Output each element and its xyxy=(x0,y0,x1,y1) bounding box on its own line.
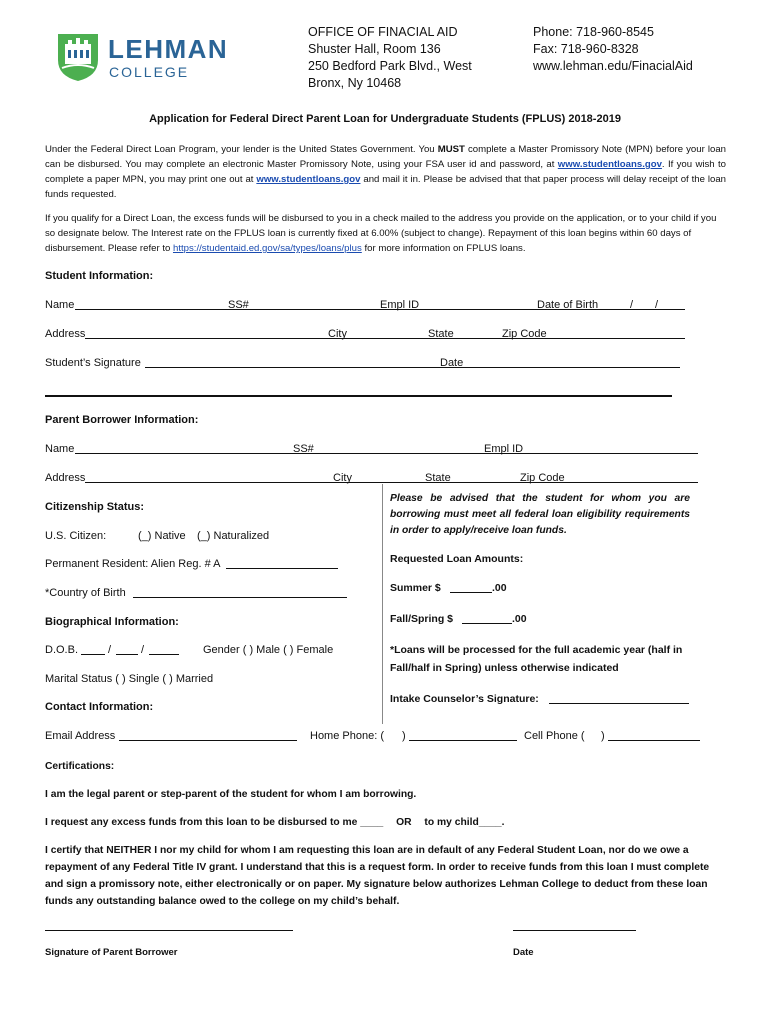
cert-disburse-to-child[interactable]: to my child____. xyxy=(424,817,505,828)
intro-p1-d: and mail it in. Please be advised that that paper process will delay receipt of the loan funds requested. xyxy=(45,174,726,200)
parent-zip-label: Zip Code xyxy=(520,472,565,484)
gender-options[interactable]: Gender ( ) Male ( ) Female xyxy=(203,644,334,656)
processing-note: *Loans will be processed for the full academic year (half in Fall/half in Spring) unless otherwise indicated xyxy=(390,644,683,674)
form-title: Application for Federal Direct Parent Loan for Undergraduate Students (FPLUS) 2018-2019 xyxy=(149,113,621,125)
intro-p1-a: Under the Federal Direct Loan Program, your lender is the United States Government. You xyxy=(45,144,438,155)
email-field[interactable] xyxy=(119,740,297,741)
intro-p2-a: If you qualify for a Direct Loan, the excess funds will be disbursed to you in a check mailed to the address you provide on the application, or to your child if you so designate below. The Interest rate on the FPLUS loan is currently fixed at 6.00% (subject to change). Repayment of this loan begins within 60 days of disbursement. Please refer to xyxy=(45,213,717,254)
student-ss-label: SS# xyxy=(228,299,249,311)
fall-spring-suffix: .00 xyxy=(512,613,527,625)
eligibility-advisory: Please be advised that the student for whom you are borrowing must meet all federal loan eligibility requirements in order to apply/receive loan funds. xyxy=(390,493,690,536)
office-line4: Bronx, Ny 10468 xyxy=(308,76,402,90)
intake-counselor-field[interactable] xyxy=(549,703,689,704)
summer-label: Summer $ xyxy=(390,582,441,594)
contact-info-heading: Contact Information: xyxy=(45,701,154,713)
logo-name: LEHMAN xyxy=(108,34,229,64)
parent-city-label: City xyxy=(333,472,352,484)
student-name-label: Name xyxy=(45,299,75,311)
dob-slash-2: / xyxy=(141,644,145,656)
summer-amount-field[interactable] xyxy=(450,592,492,593)
cell-phone-paren: ) xyxy=(601,730,605,742)
cell-phone-field[interactable] xyxy=(608,740,700,741)
student-dob-slash2: / xyxy=(655,299,659,311)
intro-p1-c: . If you wish to complete a paper MPN, you may print one out at xyxy=(45,159,727,185)
parent-signature-line[interactable] xyxy=(45,930,293,931)
cell-phone-label: Cell Phone ( xyxy=(524,730,585,742)
student-state-label: State xyxy=(428,328,454,340)
fall-spring-label: Fall/Spring $ xyxy=(390,613,454,625)
home-phone-label: Home Phone: ( xyxy=(310,730,384,742)
naturalized-option[interactable]: (_) Naturalized xyxy=(197,530,270,542)
footer-date-label: Date xyxy=(513,947,534,958)
dob-month-field[interactable] xyxy=(81,654,105,655)
fax: Fax: 718-960-8328 xyxy=(533,42,639,56)
parent-info-heading: Parent Borrower Information: xyxy=(45,414,199,426)
parent-address-field[interactable] xyxy=(85,482,698,483)
cert-disburse-to-me[interactable]: I request any excess funds from this loan to be disbursed to me ____ xyxy=(45,817,384,828)
studentloans-link-1[interactable]: www.studentloans.gov xyxy=(557,159,662,170)
office-contact xyxy=(533,24,693,75)
section-divider xyxy=(45,395,672,397)
country-of-birth-field[interactable] xyxy=(133,597,347,598)
student-emplid-label: Empl ID xyxy=(380,299,420,311)
cert-default-statement: I certify that NEITHER I nor my child for whom I am requesting this loan are in default of any Federal Student Loan, nor do we owe a repayment of any Federal Title IV grant. I understand that this is a request form. In order to receive funds from this loan I must complete and sign a promissory note, either electronically or on paper. My signature below authorizes Lehman College to deduct from these loan funds any outstanding balance owed to the college on my child’s behalf. xyxy=(45,845,710,907)
alien-reg-field[interactable] xyxy=(226,568,338,569)
country-of-birth-label: *Country of Birth xyxy=(45,587,126,599)
parent-signature-label: Signature of Parent Borrower xyxy=(45,947,178,958)
cert-disbursement xyxy=(45,814,505,831)
bio-heading: Biographical Information: xyxy=(45,616,179,628)
summer-suffix: .00 xyxy=(492,582,507,594)
home-phone-paren: ) xyxy=(402,730,406,742)
student-date-label: Date xyxy=(440,357,464,369)
dob-day-field[interactable] xyxy=(116,654,138,655)
us-citizen-label: U.S. Citizen: xyxy=(45,530,107,542)
office-line1: OFFICE OF FINACIAL AID xyxy=(308,25,458,39)
citizenship-heading: Citizenship Status: xyxy=(45,501,145,513)
intro-paragraph-1 xyxy=(45,142,726,202)
intro-paragraph-2 xyxy=(45,211,726,256)
website: www.lehman.edu/FinacialAid xyxy=(533,59,693,73)
student-info-heading: Student Information: xyxy=(45,270,154,282)
dob-slash-1: / xyxy=(108,644,112,656)
studentloans-link-2[interactable]: www.studentloans.gov xyxy=(256,174,361,185)
cert-or: OR xyxy=(396,817,412,828)
intro-p1-b: complete a Master Promissory Note (MPN) before your loan can be disbursed. You may complete an electronic Master Promissory Note, using your FSA user id and password, at xyxy=(45,144,726,170)
office-line3: 250 Bedford Park Blvd., West xyxy=(308,59,472,73)
parent-address-label: Address xyxy=(45,472,86,484)
parent-name-field[interactable] xyxy=(75,453,698,454)
lehman-logo xyxy=(56,30,231,86)
permanent-resident-label: Permanent Resident: Alien Reg. # A xyxy=(45,558,221,570)
fall-spring-amount-field[interactable] xyxy=(462,623,512,624)
office-address xyxy=(308,24,472,92)
student-dob-slash1: / xyxy=(630,299,634,311)
intake-counselor-label: Intake Counselor’s Signature: xyxy=(390,693,539,705)
footer-date-line[interactable] xyxy=(513,930,636,931)
student-dob-label: Date of Birth xyxy=(537,299,599,311)
student-city-label: City xyxy=(328,328,347,340)
intro-p2-b: for more information on FPLUS loans. xyxy=(361,243,526,254)
student-zip-label: Zip Code xyxy=(502,328,547,340)
student-signature-field[interactable] xyxy=(145,367,680,368)
studentaid-link[interactable]: https://studentaid.ed.gov/sa/types/loans/plus xyxy=(172,243,362,254)
email-label: Email Address xyxy=(45,730,116,742)
marital-status[interactable]: Marital Status ( ) Single ( ) Married xyxy=(45,673,214,685)
dob-year-field[interactable] xyxy=(149,654,179,655)
requested-amounts-heading: Requested Loan Amounts: xyxy=(390,553,524,565)
student-signature-label: Student’s Signature xyxy=(45,357,141,369)
student-address-label: Address xyxy=(45,328,86,340)
student-address-field[interactable] xyxy=(85,338,685,339)
certifications-heading: Certifications: xyxy=(45,761,115,772)
office-line2: Shuster Hall, Room 136 xyxy=(308,42,441,56)
phone: Phone: 718-960-8545 xyxy=(533,25,654,39)
logo-sub: COLLEGE xyxy=(109,64,190,80)
cert-legal-parent: I am the legal parent or step-parent of the student for whom I am borrowing. xyxy=(45,789,417,800)
parent-emplid-label: Empl ID xyxy=(484,443,524,455)
parent-state-label: State xyxy=(425,472,451,484)
dob-label: D.O.B. xyxy=(45,644,79,656)
native-option[interactable]: (_) Native xyxy=(138,530,186,542)
home-phone-field[interactable] xyxy=(409,740,517,741)
shield-logo-icon xyxy=(56,30,100,82)
intro-must: MUST xyxy=(437,144,465,155)
parent-name-label: Name xyxy=(45,443,75,455)
parent-ss-label: SS# xyxy=(293,443,314,455)
student-name-field[interactable] xyxy=(75,309,685,310)
